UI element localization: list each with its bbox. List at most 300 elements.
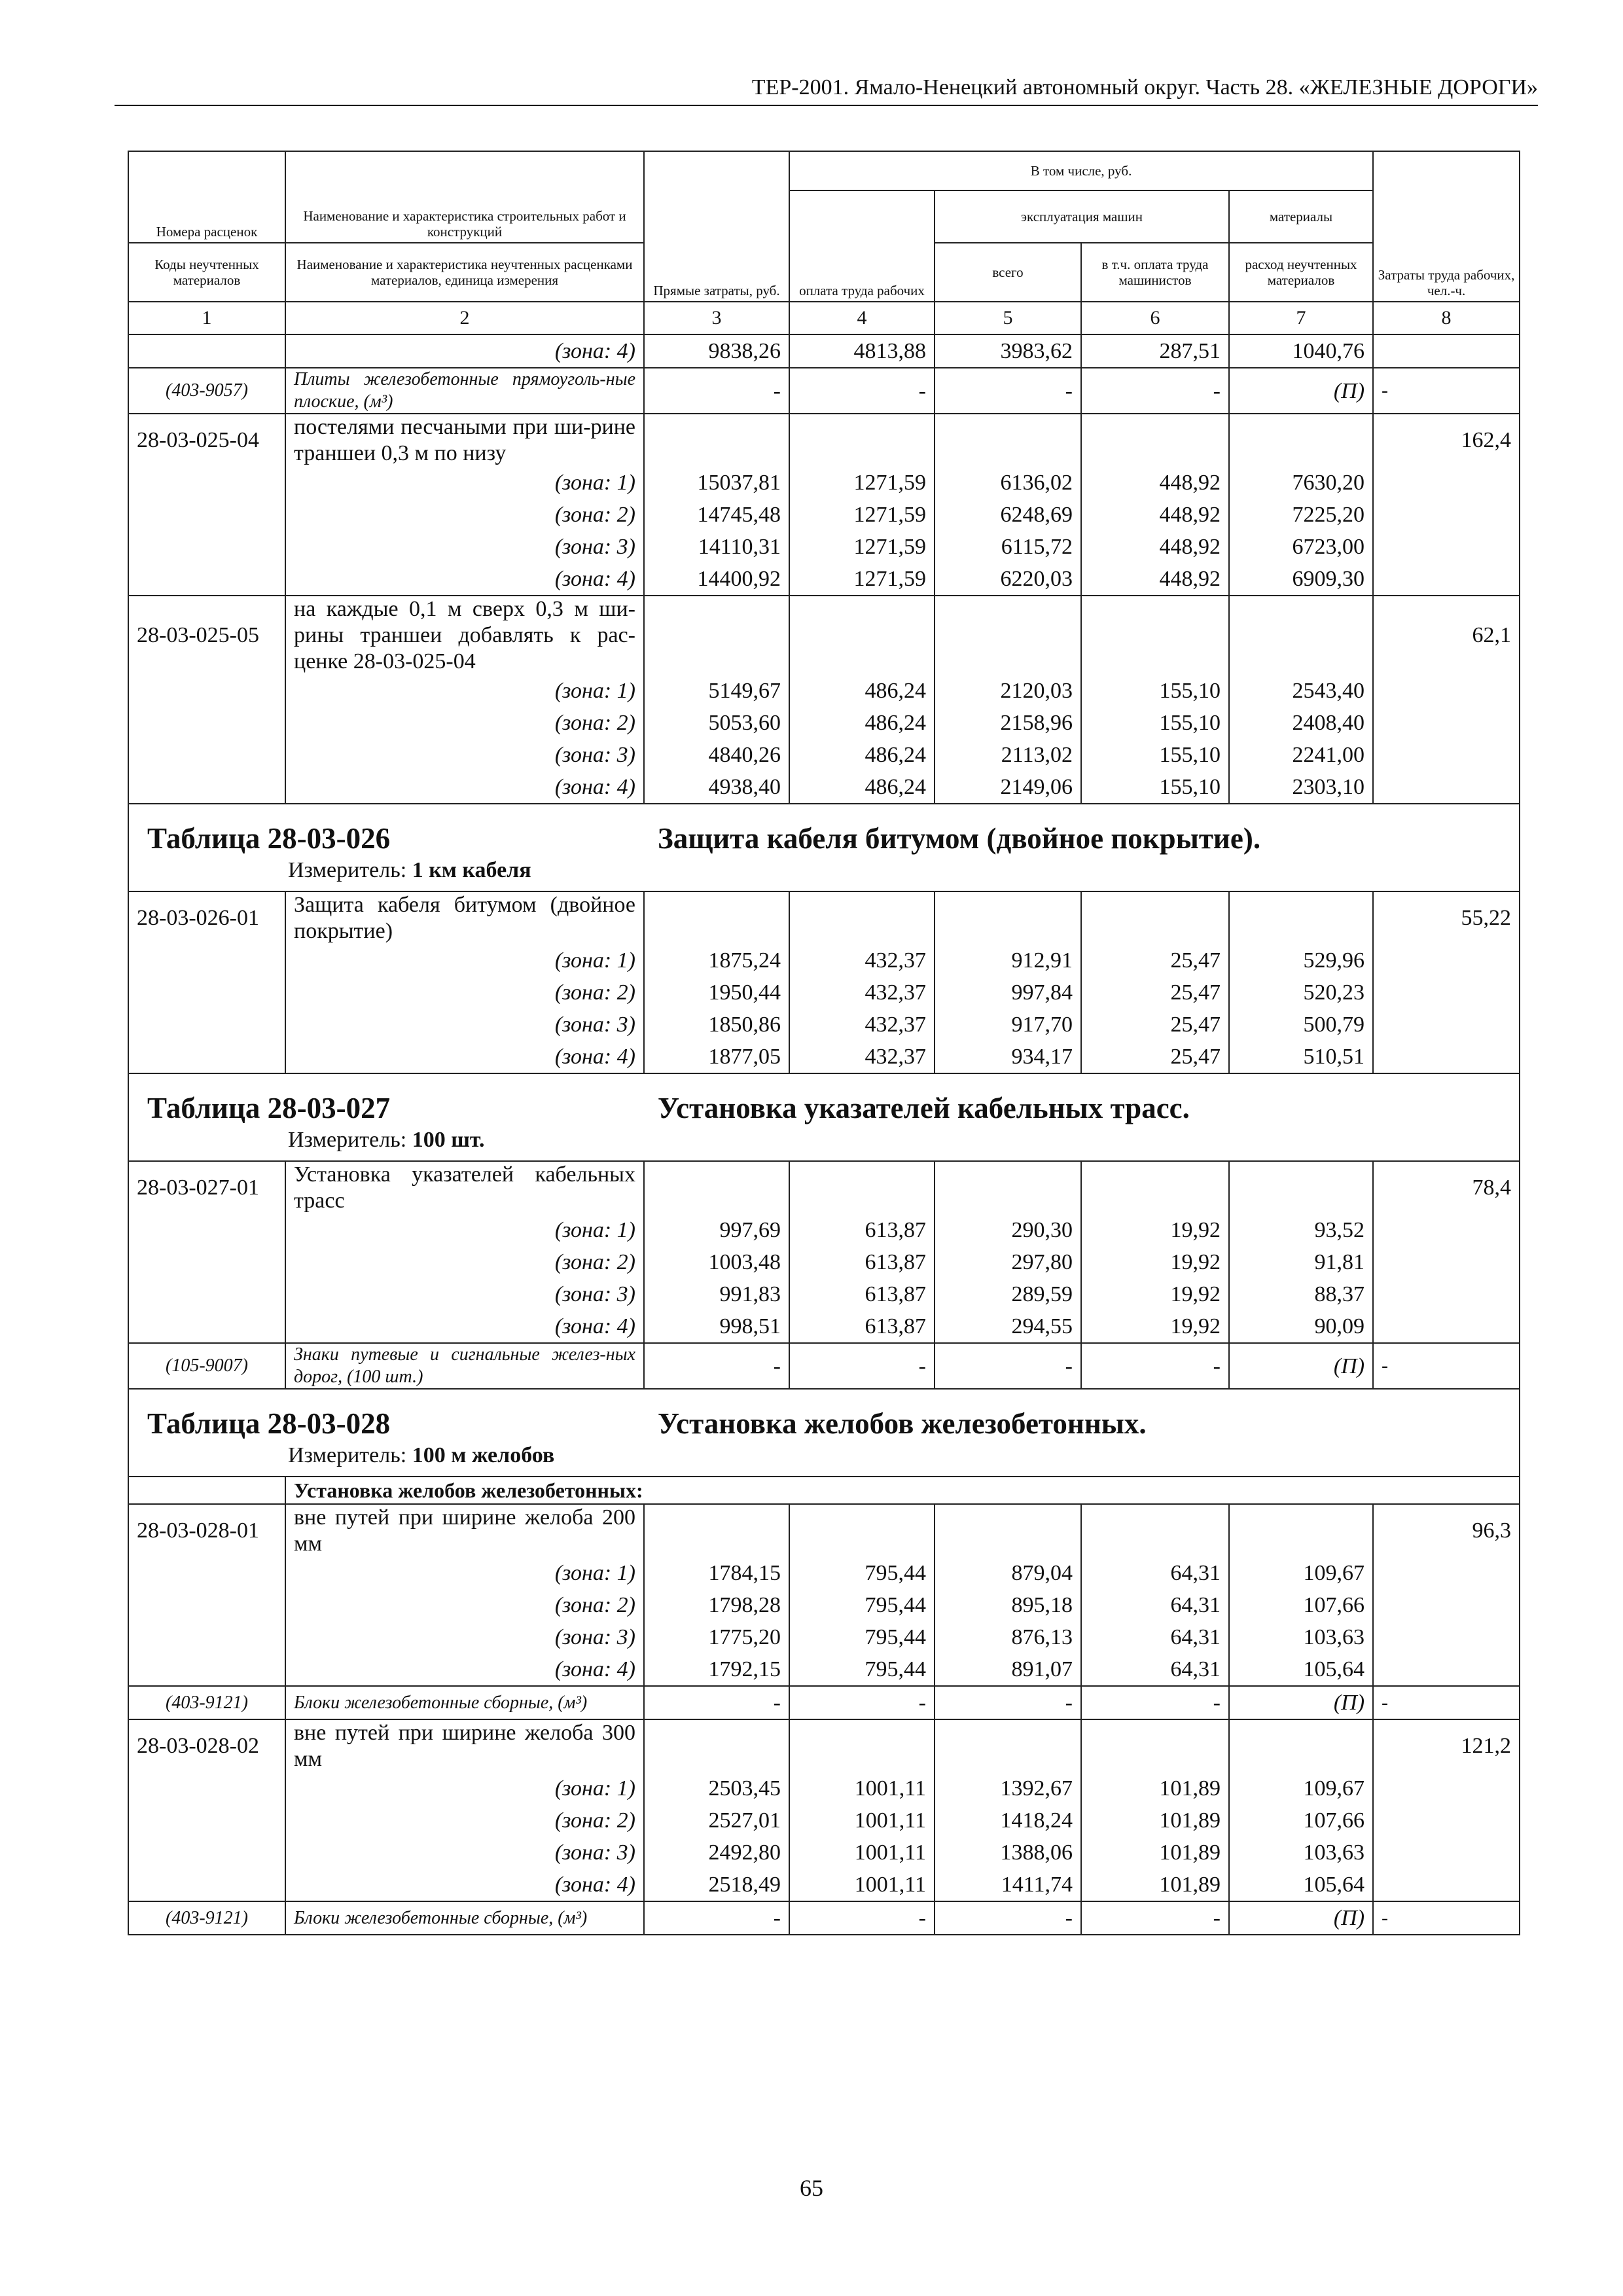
price-value: 795,44 bbox=[789, 1621, 935, 1653]
table-section-title bbox=[128, 1073, 1520, 1161]
price-value: 795,44 bbox=[789, 1557, 935, 1589]
rate-code: 28-03-028-02 bbox=[128, 1719, 285, 1772]
zone-row bbox=[128, 1310, 1520, 1343]
rate-item-row bbox=[128, 1161, 1520, 1214]
price-value: 795,44 bbox=[789, 1653, 935, 1686]
price-value: 64,31 bbox=[1081, 1621, 1229, 1653]
rate-code: 28-03-025-04 bbox=[128, 414, 285, 467]
price-value: 19,92 bbox=[1081, 1246, 1229, 1278]
price-value: 448,92 bbox=[1081, 499, 1229, 531]
zone-label: (зона: 4) bbox=[285, 1310, 644, 1343]
material-value: - bbox=[935, 1901, 1081, 1935]
price-value: 2158,96 bbox=[935, 707, 1081, 739]
price-value: 19,92 bbox=[1081, 1278, 1229, 1310]
price-value: 1411,74 bbox=[935, 1869, 1081, 1901]
empty-cell bbox=[1229, 1161, 1373, 1214]
price-value: 109,67 bbox=[1229, 1772, 1373, 1804]
empty-cell bbox=[1373, 531, 1520, 563]
zone-label: (зона: 2) bbox=[285, 1589, 644, 1621]
rate-description: вне путей при ширине желоба 300 мм bbox=[285, 1719, 644, 1772]
price-value: 3983,62 bbox=[935, 334, 1081, 368]
section-cell bbox=[128, 804, 1520, 891]
table-section-title bbox=[128, 1389, 1520, 1477]
price-value: 101,89 bbox=[1081, 1837, 1229, 1869]
zone-label: (зона: 4) bbox=[285, 334, 644, 368]
empty-cell bbox=[128, 1589, 285, 1621]
price-value: 6220,03 bbox=[935, 563, 1081, 596]
empty-cell bbox=[1373, 1589, 1520, 1621]
price-value: 997,84 bbox=[935, 977, 1081, 1009]
zone-row bbox=[128, 771, 1520, 804]
empty-cell bbox=[789, 891, 935, 944]
empty-cell bbox=[1373, 1869, 1520, 1901]
col-number: 4 bbox=[789, 302, 935, 334]
price-value: 486,24 bbox=[789, 771, 935, 804]
empty-cell bbox=[789, 1161, 935, 1214]
section-cell bbox=[128, 1389, 1520, 1477]
rate-code: 28-03-026-01 bbox=[128, 891, 285, 944]
price-value: 155,10 bbox=[1081, 675, 1229, 707]
price-value: 432,37 bbox=[789, 1009, 935, 1041]
empty-cell bbox=[128, 1246, 285, 1278]
price-value: 6136,02 bbox=[935, 467, 1081, 499]
price-value: 2527,01 bbox=[644, 1804, 789, 1837]
price-value: 101,89 bbox=[1081, 1869, 1229, 1901]
subheading-row bbox=[128, 1477, 1520, 1504]
zone-label: (зона: 3) bbox=[285, 531, 644, 563]
price-value: 25,47 bbox=[1081, 977, 1229, 1009]
measure-value: 100 шт. bbox=[412, 1128, 485, 1152]
empty-cell bbox=[1373, 1246, 1520, 1278]
price-value: 297,80 bbox=[935, 1246, 1081, 1278]
price-value: 1850,86 bbox=[644, 1009, 789, 1041]
empty-cell bbox=[1373, 563, 1520, 596]
price-value: 103,63 bbox=[1229, 1837, 1373, 1869]
material-value: - bbox=[644, 1901, 789, 1935]
empty-cell bbox=[1373, 675, 1520, 707]
material-value: - bbox=[1081, 1686, 1229, 1719]
zone-row bbox=[128, 1869, 1520, 1901]
empty-cell bbox=[128, 563, 285, 596]
col2-header-bottom: Наименование и характеристика неучтенных расценками материалов, единица измерения bbox=[285, 243, 644, 302]
rate-description: вне путей при ширине желоба 200 мм bbox=[285, 1504, 644, 1557]
table-title: Установка указателей кабельных трасс. bbox=[658, 1092, 1190, 1124]
empty-cell bbox=[1229, 891, 1373, 944]
empty-cell bbox=[128, 1772, 285, 1804]
price-value: 101,89 bbox=[1081, 1804, 1229, 1837]
col-number: 8 bbox=[1373, 302, 1520, 334]
price-value: 448,92 bbox=[1081, 467, 1229, 499]
empty-cell bbox=[1081, 596, 1229, 675]
zone-label: (зона: 3) bbox=[285, 1621, 644, 1653]
empty-cell bbox=[128, 531, 285, 563]
page-number: 65 bbox=[800, 2175, 823, 2201]
empty-cell bbox=[128, 1804, 285, 1837]
price-value: 19,92 bbox=[1081, 1310, 1229, 1343]
price-value: 1950,44 bbox=[644, 977, 789, 1009]
price-value: 613,87 bbox=[789, 1278, 935, 1310]
subheading: Установка желобов железобетонных: bbox=[285, 1477, 1520, 1504]
empty-cell bbox=[935, 1719, 1081, 1772]
measure-label: Измеритель: bbox=[288, 1128, 407, 1152]
empty-cell bbox=[128, 771, 285, 804]
zone-label: (зона: 2) bbox=[285, 1804, 644, 1837]
zone-row bbox=[128, 1804, 1520, 1837]
price-value: 294,55 bbox=[935, 1310, 1081, 1343]
zone-label: (зона: 4) bbox=[285, 1041, 644, 1073]
empty-cell bbox=[935, 1504, 1081, 1557]
price-value: 107,66 bbox=[1229, 1804, 1373, 1837]
zone-row bbox=[128, 1589, 1520, 1621]
empty-cell bbox=[935, 596, 1081, 675]
empty-cell bbox=[1373, 1557, 1520, 1589]
col6-header: в т.ч. оплата труда машинистов bbox=[1081, 243, 1229, 302]
empty-cell bbox=[644, 1161, 789, 1214]
empty-cell bbox=[128, 1214, 285, 1246]
price-value: 25,47 bbox=[1081, 1009, 1229, 1041]
empty-cell bbox=[128, 707, 285, 739]
empty-cell bbox=[1373, 1278, 1520, 1310]
table-section-title bbox=[128, 804, 1520, 891]
col-number: 3 bbox=[644, 302, 789, 334]
price-value: 991,83 bbox=[644, 1278, 789, 1310]
table-number: Таблица 28-03-027 bbox=[147, 1092, 391, 1124]
measure-label: Измеритель: bbox=[288, 858, 407, 882]
price-value: 2503,45 bbox=[644, 1772, 789, 1804]
price-value: 4938,40 bbox=[644, 771, 789, 804]
zone-row bbox=[128, 1837, 1520, 1869]
table-title: Защита кабеля битумом (двойное покрытие). bbox=[658, 822, 1261, 855]
price-value: 1388,06 bbox=[935, 1837, 1081, 1869]
zone-label: (зона: 3) bbox=[285, 1278, 644, 1310]
price-value: 5053,60 bbox=[644, 707, 789, 739]
zone-label: (зона: 1) bbox=[285, 467, 644, 499]
material-value: (П) bbox=[1229, 368, 1373, 414]
material-code: (105-9007) bbox=[128, 1343, 285, 1389]
price-value: 1775,20 bbox=[644, 1621, 789, 1653]
zone-label: (зона: 4) bbox=[285, 1653, 644, 1686]
labor-cost: 62,1 bbox=[1373, 596, 1520, 675]
price-value: 1271,59 bbox=[789, 467, 935, 499]
price-value: 93,52 bbox=[1229, 1214, 1373, 1246]
zone-label: (зона: 3) bbox=[285, 739, 644, 771]
empty-cell bbox=[1373, 707, 1520, 739]
zone-row bbox=[128, 675, 1520, 707]
empty-cell bbox=[644, 1504, 789, 1557]
price-value: 91,81 bbox=[1229, 1246, 1373, 1278]
price-value: 448,92 bbox=[1081, 563, 1229, 596]
zone-row bbox=[128, 1621, 1520, 1653]
rate-description: Установка указателей кабельных трасс bbox=[285, 1161, 644, 1214]
empty-cell bbox=[1373, 1009, 1520, 1041]
empty-cell bbox=[789, 414, 935, 467]
price-value: 879,04 bbox=[935, 1557, 1081, 1589]
price-value: 90,09 bbox=[1229, 1310, 1373, 1343]
price-value: 4813,88 bbox=[789, 334, 935, 368]
empty-cell bbox=[128, 1653, 285, 1686]
price-value: 64,31 bbox=[1081, 1589, 1229, 1621]
material-row bbox=[128, 368, 1520, 414]
empty-cell bbox=[128, 977, 285, 1009]
material-description: Плиты железобетонные прямоуголь-ные плоские, (м³) bbox=[285, 368, 644, 414]
zone-row bbox=[128, 499, 1520, 531]
material-row bbox=[128, 1686, 1520, 1719]
price-value: 6248,69 bbox=[935, 499, 1081, 531]
material-value: - bbox=[789, 1901, 935, 1935]
empty-cell bbox=[789, 596, 935, 675]
price-value: 287,51 bbox=[1081, 334, 1229, 368]
zone-row bbox=[128, 1041, 1520, 1073]
zone-label: (зона: 1) bbox=[285, 1557, 644, 1589]
zone-row bbox=[128, 1246, 1520, 1278]
material-value: (П) bbox=[1229, 1343, 1373, 1389]
empty-cell bbox=[1229, 596, 1373, 675]
rate-code: 28-03-028-01 bbox=[128, 1504, 285, 1557]
material-value: - bbox=[935, 368, 1081, 414]
labor-cost: 96,3 bbox=[1373, 1504, 1520, 1557]
empty-cell bbox=[128, 1557, 285, 1589]
price-value: 25,47 bbox=[1081, 1041, 1229, 1073]
material-row bbox=[128, 1343, 1520, 1389]
empty-cell bbox=[128, 1041, 285, 1073]
material-value: - bbox=[1081, 1901, 1229, 1935]
zone-row bbox=[128, 531, 1520, 563]
price-value: 15037,81 bbox=[644, 467, 789, 499]
price-value: 14400,92 bbox=[644, 563, 789, 596]
price-value: 486,24 bbox=[789, 707, 935, 739]
material-value: (П) bbox=[1229, 1901, 1373, 1935]
empty-cell bbox=[935, 414, 1081, 467]
rate-code: 28-03-025-05 bbox=[128, 596, 285, 675]
empty-cell bbox=[128, 675, 285, 707]
material-value: - bbox=[789, 1686, 935, 1719]
empty-cell bbox=[1373, 1837, 1520, 1869]
empty-cell bbox=[1229, 1504, 1373, 1557]
empty-cell bbox=[128, 1278, 285, 1310]
price-value: 876,13 bbox=[935, 1621, 1081, 1653]
empty-cell bbox=[128, 467, 285, 499]
price-value: 2303,10 bbox=[1229, 771, 1373, 804]
zone-row bbox=[128, 334, 1520, 368]
price-value: 2241,00 bbox=[1229, 739, 1373, 771]
measure-value: 1 км кабеля bbox=[412, 858, 531, 882]
material-value: - bbox=[644, 1686, 789, 1719]
empty-cell bbox=[1373, 499, 1520, 531]
empty-cell bbox=[128, 1009, 285, 1041]
price-value: 448,92 bbox=[1081, 531, 1229, 563]
price-value: 1271,59 bbox=[789, 499, 935, 531]
price-value: 2113,02 bbox=[935, 739, 1081, 771]
empty-cell bbox=[644, 891, 789, 944]
empty-cell bbox=[1373, 334, 1520, 368]
price-value: 6909,30 bbox=[1229, 563, 1373, 596]
price-value: 510,51 bbox=[1229, 1041, 1373, 1073]
zone-row bbox=[128, 944, 1520, 977]
zone-row bbox=[128, 977, 1520, 1009]
zone-row bbox=[128, 707, 1520, 739]
material-labor-placeholder: - bbox=[1373, 1343, 1520, 1389]
material-value: - bbox=[789, 368, 935, 414]
empty-cell bbox=[128, 1477, 285, 1504]
zone-row bbox=[128, 1214, 1520, 1246]
price-value: 14745,48 bbox=[644, 499, 789, 531]
price-value: 6115,72 bbox=[935, 531, 1081, 563]
table-number: Таблица 28-03-026 bbox=[147, 822, 391, 855]
empty-cell bbox=[128, 499, 285, 531]
price-value: 105,64 bbox=[1229, 1869, 1373, 1901]
rate-item-row bbox=[128, 596, 1520, 675]
price-value: 2149,06 bbox=[935, 771, 1081, 804]
price-value: 997,69 bbox=[644, 1214, 789, 1246]
empty-cell bbox=[1373, 1621, 1520, 1653]
page-header: ТЕР-2001. Ямало-Ненецкий автономный округ. Часть 28. «ЖЕЛЕЗНЫЕ ДОРОГИ» bbox=[115, 71, 1538, 106]
price-value: 917,70 bbox=[935, 1009, 1081, 1041]
zone-row bbox=[128, 1557, 1520, 1589]
material-labor-placeholder: - bbox=[1373, 1901, 1520, 1935]
price-value: 1001,11 bbox=[789, 1804, 935, 1837]
material-value: - bbox=[789, 1343, 935, 1389]
rate-description: на каждые 0,1 м сверх 0,3 м ши-рины траншеи добавлять к рас-ценке 28-03-025-04 bbox=[285, 596, 644, 675]
labor-cost: 121,2 bbox=[1373, 1719, 1520, 1772]
price-value: 1001,11 bbox=[789, 1772, 935, 1804]
zone-label: (зона: 1) bbox=[285, 944, 644, 977]
price-value: 1875,24 bbox=[644, 944, 789, 977]
price-value: 520,23 bbox=[1229, 977, 1373, 1009]
price-value: 6723,00 bbox=[1229, 531, 1373, 563]
empty-cell bbox=[644, 596, 789, 675]
price-value: 289,59 bbox=[935, 1278, 1081, 1310]
rate-code: 28-03-027-01 bbox=[128, 1161, 285, 1214]
zone-label: (зона: 2) bbox=[285, 1246, 644, 1278]
material-value: (П) bbox=[1229, 1686, 1373, 1719]
measure-value: 100 м желобов bbox=[412, 1443, 555, 1467]
col2-header-top: Наименование и характеристика строительных работ и конструкций bbox=[285, 151, 644, 243]
material-description: Блоки железобетонные сборные, (м³) bbox=[285, 1686, 644, 1719]
material-code: (403-9121) bbox=[128, 1901, 285, 1935]
zone-label: (зона: 4) bbox=[285, 563, 644, 596]
empty-cell bbox=[1373, 771, 1520, 804]
empty-cell bbox=[644, 414, 789, 467]
price-value: 4840,26 bbox=[644, 739, 789, 771]
material-labor-placeholder: - bbox=[1373, 368, 1520, 414]
material-value: - bbox=[644, 368, 789, 414]
price-value: 109,67 bbox=[1229, 1557, 1373, 1589]
zone-row bbox=[128, 1653, 1520, 1686]
price-table bbox=[128, 151, 1520, 1935]
machines-header: эксплуатация машин bbox=[935, 190, 1229, 243]
zone-row bbox=[128, 739, 1520, 771]
price-value: 155,10 bbox=[1081, 707, 1229, 739]
rate-item-row bbox=[128, 1504, 1520, 1557]
price-value: 2408,40 bbox=[1229, 707, 1373, 739]
column-numbers-row bbox=[128, 302, 1520, 334]
empty-cell bbox=[1081, 414, 1229, 467]
price-value: 105,64 bbox=[1229, 1653, 1373, 1686]
empty-cell bbox=[1081, 1161, 1229, 1214]
empty-cell bbox=[1081, 891, 1229, 944]
zone-row bbox=[128, 563, 1520, 596]
empty-cell bbox=[1081, 1504, 1229, 1557]
price-value: 1392,67 bbox=[935, 1772, 1081, 1804]
price-value: 613,87 bbox=[789, 1214, 935, 1246]
price-value: 613,87 bbox=[789, 1246, 935, 1278]
empty-cell bbox=[1373, 1041, 1520, 1073]
price-value: 101,89 bbox=[1081, 1772, 1229, 1804]
zone-label: (зона: 1) bbox=[285, 1772, 644, 1804]
price-value: 7630,20 bbox=[1229, 467, 1373, 499]
col1-header-top: Номера расценок bbox=[128, 151, 285, 243]
material-labor-placeholder: - bbox=[1373, 1686, 1520, 1719]
empty-cell bbox=[128, 334, 285, 368]
material-description: Блоки железобетонные сборные, (м³) bbox=[285, 1901, 644, 1935]
price-value: 432,37 bbox=[789, 944, 935, 977]
price-value: 432,37 bbox=[789, 1041, 935, 1073]
zone-label: (зона: 3) bbox=[285, 1837, 644, 1869]
col-number: 7 bbox=[1229, 302, 1373, 334]
price-value: 9838,26 bbox=[644, 334, 789, 368]
rate-description: постелями песчаными при ши-рине траншеи 0,3 м по низу bbox=[285, 414, 644, 467]
empty-cell bbox=[1373, 944, 1520, 977]
price-value: 613,87 bbox=[789, 1310, 935, 1343]
zone-label: (зона: 2) bbox=[285, 707, 644, 739]
empty-cell bbox=[1373, 1653, 1520, 1686]
price-value: 1271,59 bbox=[789, 563, 935, 596]
material-value: - bbox=[644, 1343, 789, 1389]
materials-header: материалы bbox=[1229, 190, 1373, 243]
empty-cell bbox=[935, 1161, 1081, 1214]
zone-label: (зона: 2) bbox=[285, 499, 644, 531]
price-value: 891,07 bbox=[935, 1653, 1081, 1686]
rate-description: Защита кабеля битумом (двойное покрытие) bbox=[285, 891, 644, 944]
col-number: 2 bbox=[285, 302, 644, 334]
price-value: 934,17 bbox=[935, 1041, 1081, 1073]
price-value: 1001,11 bbox=[789, 1869, 935, 1901]
price-value: 2543,40 bbox=[1229, 675, 1373, 707]
price-value: 2518,49 bbox=[644, 1869, 789, 1901]
price-value: 795,44 bbox=[789, 1589, 935, 1621]
price-value: 19,92 bbox=[1081, 1214, 1229, 1246]
rate-item-row bbox=[128, 1719, 1520, 1772]
table-header bbox=[128, 151, 1520, 334]
col5-header: всего bbox=[935, 243, 1081, 302]
empty-cell bbox=[128, 1869, 285, 1901]
zone-label: (зона: 4) bbox=[285, 771, 644, 804]
price-value: 1003,48 bbox=[644, 1246, 789, 1278]
price-value: 14110,31 bbox=[644, 531, 789, 563]
table-body bbox=[128, 334, 1520, 1935]
price-value: 998,51 bbox=[644, 1310, 789, 1343]
price-value: 1001,11 bbox=[789, 1837, 935, 1869]
empty-cell bbox=[789, 1504, 935, 1557]
price-value: 88,37 bbox=[1229, 1278, 1373, 1310]
zone-label: (зона: 3) bbox=[285, 1009, 644, 1041]
material-value: - bbox=[1081, 1343, 1229, 1389]
labor-cost: 78,4 bbox=[1373, 1161, 1520, 1214]
price-value: 155,10 bbox=[1081, 771, 1229, 804]
labor-cost: 55,22 bbox=[1373, 891, 1520, 944]
empty-cell bbox=[128, 739, 285, 771]
price-value: 2492,80 bbox=[644, 1837, 789, 1869]
price-value: 64,31 bbox=[1081, 1653, 1229, 1686]
price-value: 290,30 bbox=[935, 1214, 1081, 1246]
col-number: 5 bbox=[935, 302, 1081, 334]
empty-cell bbox=[128, 1310, 285, 1343]
price-value: 2120,03 bbox=[935, 675, 1081, 707]
material-row bbox=[128, 1901, 1520, 1935]
col3-header: Прямые затраты, руб. bbox=[644, 151, 789, 302]
empty-cell bbox=[1373, 467, 1520, 499]
material-value: - bbox=[935, 1343, 1081, 1389]
